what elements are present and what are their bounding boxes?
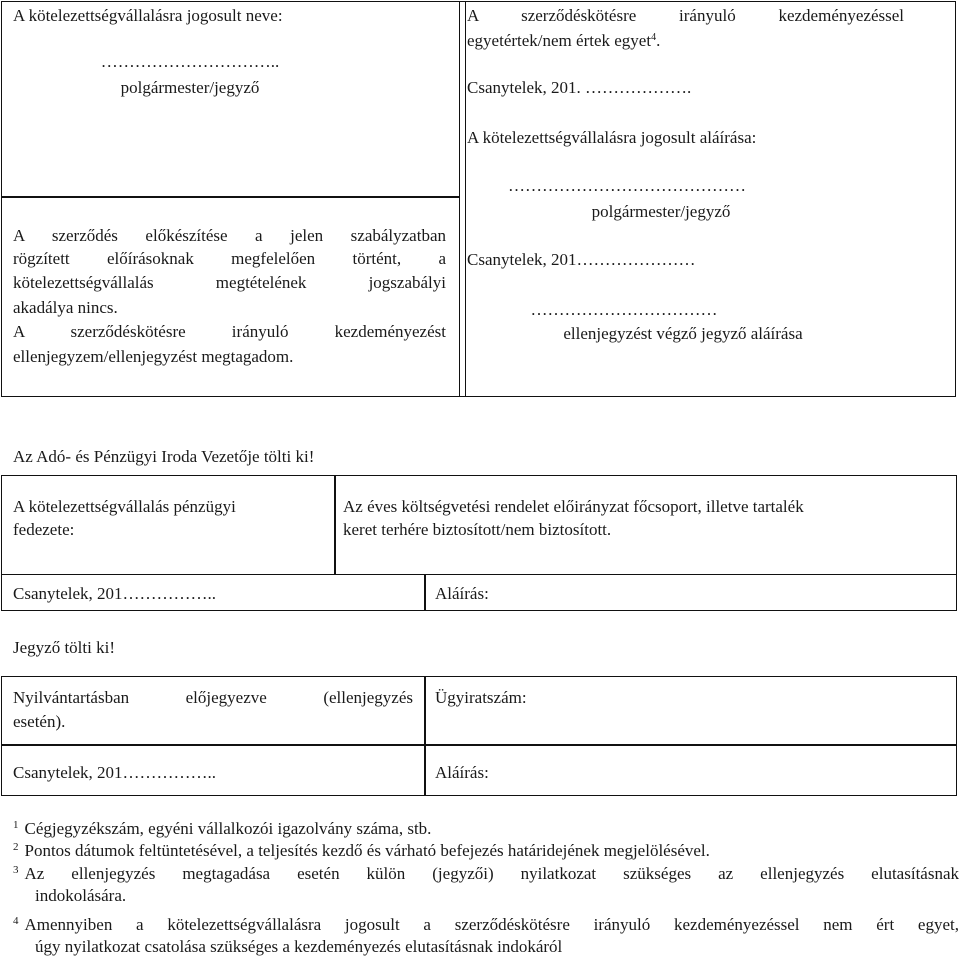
preparation-line2: rögzített előírásoknak megfelelően történt, a (13, 249, 446, 268)
notary-register-label: Nyilvántartásban előjegyezve (ellenjegyzés (13, 688, 413, 707)
finance-sign-divider (424, 574, 426, 611)
preparation-line5: A szerződéskötésre irányuló kezdeményezést (13, 322, 446, 341)
authorized-signature-dots: …………………………………… (508, 176, 746, 195)
finance-divider (334, 475, 336, 575)
notary-file-number: Ügyiratszám: (435, 688, 527, 707)
finance-coverage-label: A kötelezettségvállalás pénzügyi (13, 497, 236, 516)
finance-heading: Az Adó- és Pénzügyi Iroda Vezetője tölti ki! (13, 447, 315, 466)
finance-coverage-label-2: fedezete: (13, 520, 75, 539)
authorized-name-role: polgármester/jegyző (120, 78, 260, 97)
authorized-signature-label: A kötelezettségvállalásra jogosult aláírása: (467, 128, 757, 147)
authorized-name-label: A kötelezettségvállalásra jogosult neve: (13, 6, 283, 25)
notary-divider (424, 676, 426, 796)
footnote-2: $^2$ Pontos dátumok feltüntetésével, a teljesítés kezdő és várható befejezés határidejének megjelölésével. (13, 841, 710, 860)
countersign-label: ellenjegyzést végző jegyző aláírása (563, 324, 803, 343)
finance-signature: Aláírás: (435, 584, 489, 603)
finance-coverage-text-2: keret terhére biztosított/nem biztosított. (343, 520, 612, 539)
footnote-4: $^4$ Amennyiben a kötelezettségvállalásra jogosult a szerződéskötésre irányuló kezdeményezéssel nem ért egyet, úgy nyilatkozat csatolása szükséges a kezdeményezés elutasításnak indokáról (13, 915, 959, 956)
preparation-line3: kötelezettségvállalás megtételének jogszabályi (13, 273, 446, 292)
notary-register-label-2: esetén). (13, 712, 66, 731)
notary-date: Csanytelek, 201…………….. (13, 763, 217, 782)
table-divider (1, 196, 460, 198)
countersign-date: Csanytelek, 201………………… (467, 250, 696, 269)
notary-heading: Jegyző tölti ki! (13, 638, 115, 657)
footnote-ref: 4 (651, 32, 657, 43)
footnote-1: $^1$ Cégjegyzékszám, egyéni vállalkozói igazolvány száma, stb. (13, 819, 432, 838)
finance-date: Csanytelek, 201…………….. (13, 584, 217, 603)
agreement-statement-line2: egyetértek/nem értek egyet$^4$. (467, 31, 661, 50)
agreement-date: Csanytelek, 201. ………………. (467, 78, 692, 97)
authorized-signature-role: polgármester/jegyző (591, 202, 731, 221)
notary-row-divider (1, 744, 957, 746)
footnote-3: $^3$ Az ellenjegyzés megtagadása esetén külön (jegyzői) nyilatkozat szükséges az ellenjegyzés elutasításnak indokolására. (13, 864, 959, 905)
preparation-line4: akadálya nincs. (13, 298, 118, 317)
countersign-dots: …………………………… (530, 300, 718, 319)
preparation-line1: A szerződés előkészítése a jelen szabályzatban (13, 226, 446, 245)
authorized-name-dots: ………………………….. (100, 52, 280, 71)
notary-signature: Aláírás: (435, 763, 489, 782)
agreement-statement-line1: A szerződéskötésre irányuló kezdeményezéssel (467, 6, 904, 25)
preparation-line6: ellenjegyzem/ellenjegyzést megtagadom. (13, 347, 294, 366)
finance-coverage-text: Az éves költségvetési rendelet előirányzat főcsoport, illetve tartalék (343, 497, 804, 516)
